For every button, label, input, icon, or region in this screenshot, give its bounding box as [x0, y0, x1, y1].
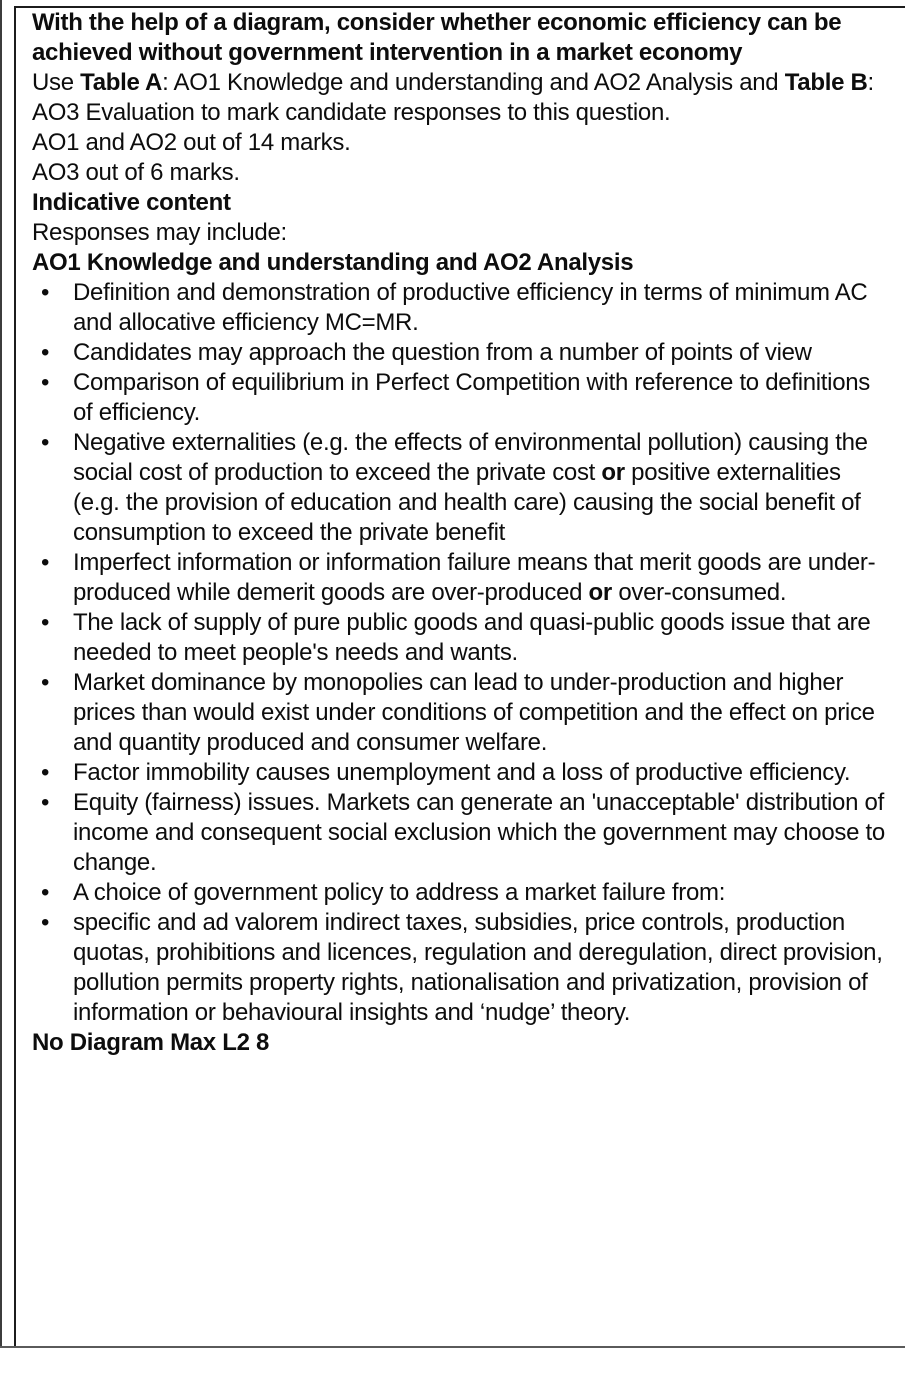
table-outer-left-border: [0, 0, 2, 1348]
bullet-icon: •: [41, 369, 50, 396]
bullet-icon: •: [41, 759, 50, 786]
bullet-icon: •: [41, 909, 50, 936]
bullet-icon: •: [41, 279, 50, 306]
bullet-text: Factor immobility causes unemployment and a loss of productive efficiency.: [73, 759, 851, 786]
bullet-icon: •: [41, 879, 50, 906]
bullet-text: Negative externalities (e.g. the effects of environmental pollution) causing the social cost of production to exceed the private cost or positive externalities (e.g. the provision of education and health care) causing the social benefit of consumption to exceed the private benefit: [73, 429, 868, 546]
bullet-text: Candidates may approach the question from a number of points of view: [73, 339, 812, 366]
bullet-text: Equity (fairness) issues. Markets can generate an 'unacceptable' distribution of income and consequent social exclusion which the government may choose to change.: [73, 789, 885, 876]
marks-ao1-ao2: AO1 and AO2 out of 14 marks.: [32, 129, 351, 156]
mark-scheme-cell-content: [32, 8, 890, 1058]
bullet-item: [32, 548, 890, 608]
responses-intro: Responses may include:: [32, 219, 287, 246]
cell-bottom-border: [0, 1346, 905, 1348]
indicative-content-list: [32, 278, 890, 1028]
bullet-text: A choice of government policy to address a market failure from:: [73, 879, 726, 906]
bullet-item: [32, 338, 890, 368]
bullet-icon: •: [41, 339, 50, 366]
bullet-item: [32, 608, 890, 668]
bullet-text: specific and ad valorem indirect taxes, subsidies, price controls, production quotas, prohibitions and licences, regulation and deregulation, direct provision, pollution permits property rights, nationalisation and privatization, provision of information or behavioural insights and ‘nudge’ theory.: [73, 909, 883, 1026]
bullet-icon: •: [41, 609, 50, 636]
bullet-text: Market dominance by monopolies can lead to under-production and higher prices than would exist under conditions of competition and the effect on price and quantity produced and consumer welfare.: [73, 669, 875, 756]
bullet-item: [32, 788, 890, 878]
indicative-content-heading: Indicative content: [32, 189, 231, 216]
ao1-ao2-heading: AO1 Knowledge and understanding and AO2 Analysis: [32, 249, 634, 276]
bullet-item: [32, 368, 890, 428]
no-diagram-note: No Diagram Max L2 8: [32, 1029, 270, 1056]
bullet-item: [32, 758, 890, 788]
bullet-text: Imperfect information or information failure means that merit goods are under-produced while demerit goods are over-produced or over-consumed.: [73, 549, 876, 606]
bullet-text: The lack of supply of pure public goods and quasi-public goods issue that are needed to meet people's needs and wants.: [73, 609, 871, 666]
marking-instruction: Use Table A: AO1 Knowledge and understanding and AO2 Analysis and Table B: AO3 Evaluation to mark candidate responses to this question.: [32, 69, 874, 126]
bullet-icon: •: [41, 429, 50, 456]
bullet-text: Definition and demonstration of productive efficiency in terms of minimum AC and allocative efficiency MC=MR.: [73, 279, 868, 336]
cell-left-border: [14, 6, 16, 1348]
bullet-text: Comparison of equilibrium in Perfect Competition with reference to definitions of efficiency.: [73, 369, 870, 426]
bullet-icon: •: [41, 669, 50, 696]
bullet-item: [32, 668, 890, 758]
marks-ao3: AO3 out of 6 marks.: [32, 159, 240, 186]
bullet-item: [32, 428, 890, 548]
marks-allocation: [32, 128, 890, 188]
bullet-item: [32, 908, 890, 1028]
bullet-icon: •: [41, 549, 50, 576]
question-text: With the help of a diagram, consider whether economic efficiency can be achieved without government intervention in a market economy: [32, 9, 842, 66]
bullet-item: [32, 878, 890, 908]
bullet-icon: •: [41, 789, 50, 816]
bullet-item: [32, 278, 890, 338]
